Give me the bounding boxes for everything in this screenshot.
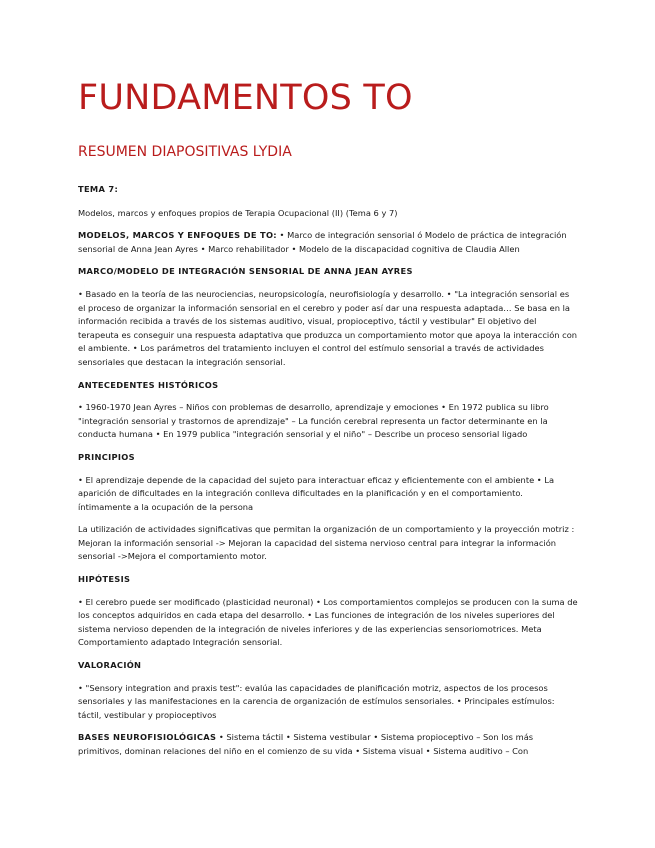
section-heading-valoracion: VALORACIÓN	[78, 660, 142, 671]
section-heading-tema: TEMA 7:	[78, 184, 119, 194]
inline-heading-modelos: MODELOS, MARCOS Y ENFOQUES DE TO:	[78, 230, 277, 241]
section-heading-hipotesis: HIPÓTESIS	[78, 574, 131, 585]
paragraph-valoracion: • "Sensory integration and praxis test": evalúa las capacidades de planificación motriz, aspectos de los procesos sensoriales y las manifestaciones en la carencia de organización de estímulos sensoriales. • Principales estímulos: táctil, vestibular y propioceptivos	[78, 682, 555, 720]
document-subtitle: RESUMEN DIAPOSITIVAS LYDIA	[78, 144, 292, 160]
paragraph-hipotesis: • El cerebro puede ser modificado (plasticidad neuronal) • Los comportamientos complejos se producen con la suma de los conceptos adquiridos en cada etapa del desarrollo. • Las funciones de integración de los niveles superiores del sistema nervioso dependen de la integración de niveles inferiores y de las experiencias sensoriomotrices. Meta Comportamiento adaptado Integración sensorial.	[78, 596, 578, 648]
paragraph-tema-description: Modelos, marcos y enfoques propios de Terapia Ocupacional (II) (Tema 6 y 7)	[78, 207, 398, 218]
paragraph-actividades: La utilización de actividades significativas que permitan la organización de un comportamiento y la proyección motriz : Mejoran la información sensorial -> Mejoran la capacidad del sistema nervioso central para integrar la información sensorial ->Mejora el comportamiento motor.	[78, 524, 575, 562]
document-title: FUNDAMENTOS TO	[78, 78, 413, 118]
paragraph-antecedentes: • 1960-1970 Jean Ayres – Niños con problemas de desarrollo, aprendizaje y emociones • En 1972 publica su libro "integración sensorial y trastornos de aprendizaje" – La función cerebral representa un factor determinante en la conducta humana • En 1979 publica "integración sensorial y el niño" – Describe un proceso sensorial ligado	[78, 402, 549, 440]
section-heading-principios: PRINCIPIOS	[78, 451, 135, 462]
section-heading-marco: MARCO/MODELO DE INTEGRACIÓN SENSORIAL DE ANNA JEAN AYRES	[78, 266, 413, 277]
paragraph-principios: • El aprendizaje depende de la capacidad del sujeto para interactuar eficaz y eficientemente con el ambiente • La aparición de dificultades en la integración conlleva dificultades en la planificación y en el comportamiento. íntimamente a la ocupación de la persona	[78, 474, 555, 512]
paragraph-marco: • Basado en la teoría de las neurociencias, neuropsicología, neurofisiología y desarrollo. • "La integración sensorial es el proceso de organizar la información sensorial en el cerebro y poder así dar una respuesta adaptada… Se basa en la información recibida a través de los sistemas auditivo, visual, propioceptivo, táctil y vestibular" El objetivo del terapeuta es conseguir una respuesta adaptativa que produzca un comportamiento motor que apoya la interacción con el ambiente. • Los parámetros del tratamiento incluyen el control del estímulo sensorial a través de actividades sensoriales que destacan la integración sensorial.	[78, 288, 578, 367]
paragraph-bases	[78, 731, 578, 758]
document-body	[78, 183, 578, 768]
section-heading-antecedentes: ANTECEDENTES HISTÓRICOS	[78, 379, 219, 390]
paragraph-bases-text: • Sistema táctil • Sistema vestibular • Sistema propioceptivo – Son los más primitivos, dominan relaciones del niño en el comienzo de su vida • Sistema visual • Sistema auditivo – Con	[78, 732, 534, 756]
paragraph-modelos-text: • Marco de integración sensorial ó Modelo de práctica de integración sensorial de Anna Jean Ayres • Marco rehabilitador • Modelo de la discapacidad cognitiva de Claudia Allen	[78, 230, 567, 254]
inline-heading-bases: BASES NEUROFISIOLÓGICAS	[78, 732, 217, 743]
paragraph-modelos	[78, 229, 578, 256]
